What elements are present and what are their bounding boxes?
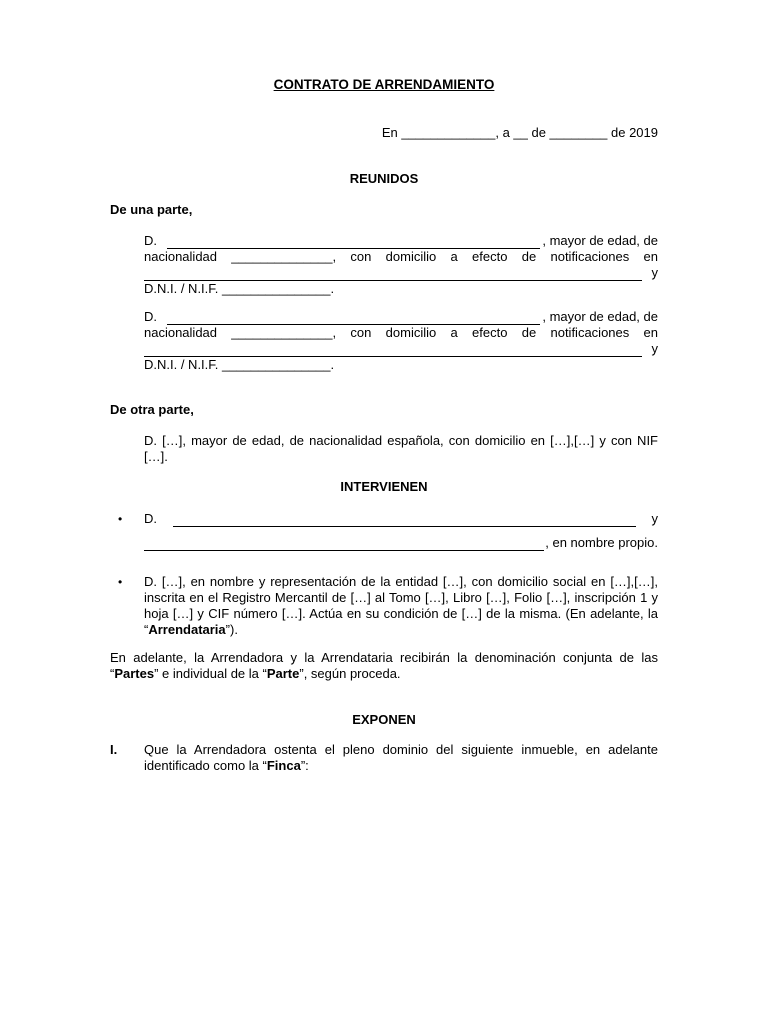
person1-line4: D.N.I. / N.I.F. _______________. [144, 281, 335, 296]
intervienen-item1-blank2 [144, 538, 544, 551]
person2-name-blank [167, 312, 540, 325]
intervienen-item1 [144, 511, 658, 551]
exponen-item1-numeral: I. [110, 742, 118, 757]
person2-address-blank [144, 344, 642, 357]
person2-line3: y [144, 341, 658, 357]
denominacion-paragraph: En adelante, la Arrendadora y la Arrendataria recibirán la denominación conjunta de las “Partes” e individual de la “Parte”, según proceda. [110, 650, 658, 681]
otra-parte-paragraph: D. […], mayor de edad, de nacionalidad española, con domicilio en […],[…] y con NIF […]. [144, 433, 658, 464]
reunidos-heading: REUNIDOS [349, 171, 419, 186]
person1-line3: y [144, 265, 658, 281]
person2-line2: nacionalidad ______________, con domicilio a efecto de notificaciones en [144, 325, 658, 340]
de-otra-parte-label: De otra parte, [110, 402, 194, 417]
person1-address-blank [144, 268, 642, 281]
intervienen-item1-line1: D. y [144, 511, 658, 526]
person1-line1: D. , mayor de edad, de [144, 233, 658, 248]
intervienen-item1-blank1 [173, 514, 636, 527]
intervienen-item1-line2: , en nombre propio. [144, 535, 658, 551]
person1-line2: nacionalidad ______________, con domicilio a efecto de notificaciones en [144, 249, 658, 264]
person2-line1: D. , mayor de edad, de [144, 309, 658, 324]
person1-paragraph [144, 233, 658, 297]
person2-line4: D.N.I. / N.I.F. _______________. [144, 357, 335, 372]
bullet-icon: • [118, 575, 123, 589]
exponen-heading: EXPONEN [352, 712, 416, 727]
bullet-icon: • [118, 512, 123, 526]
exponen-item1-text: Que la Arrendadora ostenta el pleno dominio del siguiente inmueble, en adelante identificado como la “Finca”: [144, 742, 658, 773]
person1-name-blank [167, 236, 540, 249]
de-una-parte-label: De una parte, [110, 202, 193, 217]
date-line: En _____________, a __ de ________ de 2019 [381, 125, 658, 140]
intervienen-heading: INTERVIENEN [340, 479, 428, 494]
document-title: CONTRATO DE ARRENDAMIENTO [273, 77, 495, 92]
intervienen-item2: D. […], en nombre y representación de la entidad […], con domicilio social en […],[…], inscrita en el Registro Mercantil de […] al Tomo […], Libro […], Folio […], inscripción 1 y hoja […] y CIF número […]. Actúa en su condición de […] de la misma. (En adelante, la “Arrendataria”). [144, 574, 658, 637]
person2-paragraph [144, 309, 658, 373]
